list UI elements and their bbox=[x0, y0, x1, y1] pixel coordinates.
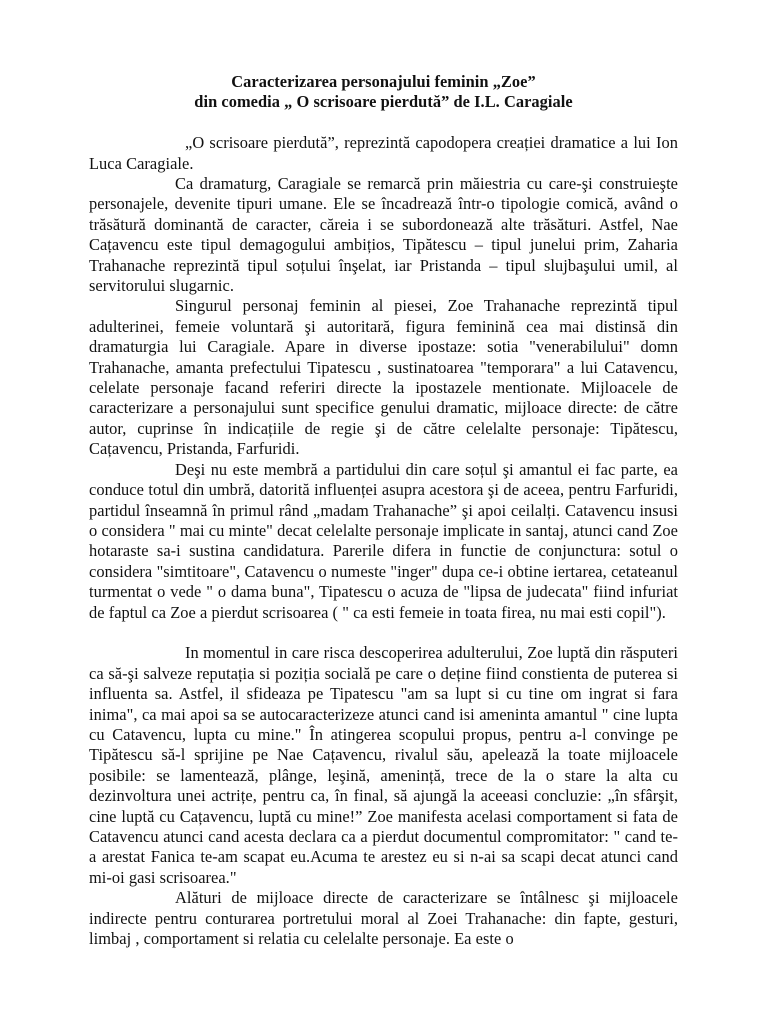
paragraph-dramaturg: Ca dramaturg, Caragiale se remarcă prin măiestria cu care-şi construieşte personajele, devenite tipuri umane. Ele se încadrează într-o tipologie comică, având o trăsătură dominantă de caracter, căreia i se subordonează alte trăsături. Astfel, Nae Cațavencu este tipul demagogului ambițios, Tipătescu – tipul junelui prim, Zaharia Trahanache reprezintă tipul soțului înşelat, iar Pristanda – tipul slujbaşului umil, al servitorului slugarnic. bbox=[89, 174, 678, 296]
title-line-2: din comedia „ O scrisoare pierdută” de I.L. Caragiale bbox=[194, 92, 573, 112]
paragraph-singurul-personaj: Singurul personaj feminin al piesei, Zoe Trahanache reprezintă tipul adulterinei, femeie voluntară şi autoritară, figura feminină cea mai distinsă din dramaturgia lui Caragiale. Apare in diverse ipostaze: sotia "venerabilului" domn Trahanache, amanta prefectului Tipatescu , sustinatoarea "temporara" a lui Catavencu, celelate personaje facand referiri directe la ipostazele mentionate. Mijloacele de caracterizare a personajului sunt specifice genului dramatic, mijloace directe: de către autor, cuprinse în indicațiile de regie şi de către celelalte personaje: Tipătescu, Cațavencu, Pristanda, Farfuridi. bbox=[89, 296, 678, 459]
paragraph-intro: „O scrisoare pierdută”, reprezintă capodopera creației dramatice a lui Ion Luca Caragiale. bbox=[89, 133, 678, 173]
paragraph-in-momentul: In momentul in care risca descoperirea adulterului, Zoe luptă din răsputeri ca să-şi salveze reputația si poziția socială pe care o deține fiind constienta de puterea si influenta sa. Astfel, il sfideaza pe Tipatescu "am sa lupt si cu tine om ingrat si fara inima", ca mai apoi sa se autocaracterizeze atunci cand isi ameninta amantul " cine lupta cu Catavencu, lupta cu mine." În atingerea scopului propus, pentru a-l convinge pe Tipătescu să-l sprijine pe Nae Cațavencu, rivalul său, apelează la toate mijloacele posibile: se lamentează, plânge, leşină, amenință, trece de la o stare la alta cu dezinvoltura unei actrițe, pentru ca, în final, să ajungă la aceeasi concluzie: „în sfârşit, cine luptă cu Cațavencu, luptă cu mine!” Zoe manifesta acelasi comportament si fata de Catavencu atunci cand acesta declara ca a pierdut documentul compromitator: " cand te-a arestat Fanica te-am scapat eu.Acuma te arestez eu si n-ai sa scapi decat atunci cand mi-oi gasi scrisoarea." bbox=[89, 643, 678, 887]
title-line-1: Caracterizarea personajului feminin „Zoe” bbox=[231, 72, 536, 91]
paragraph-alaturi: Alături de mijloace directe de caracterizare se întâlnesc şi mijloacele indirecte pentru conturarea portretului moral al Zoei Trahanache: din fapte, gesturi, limbaj , comportament si relatia cu celelalte personaje. Ea este o bbox=[89, 888, 678, 949]
document-body bbox=[89, 72, 678, 949]
document-title bbox=[89, 72, 678, 113]
paragraph-desi-nu-este: Deşi nu este membră a partidului din care soțul şi amantul ei fac parte, ea conduce totul din umbră, datorită influenței asupra acestora şi de aceea, pentru Farfuridi, partidul înseamnă în primul rând „madam Trahanache” şi apoi ceilalți. Catavencu insusi o considera " mai cu minte" decat celelalte personaje implicate in santaj, atunci cand Zoe hotaraste sa-i sustina candidatura. Parerile difera in functie de conjunctura: sotul o considera "simtitoare", Catavencu o numeste "inger" dupa ce-i obtine iertarea, cetateanul turmentat o vede " o dama buna", Tipatescu o acuza de "lipsa de judecata" fiind infuriat de faptul ca Zoe a pierdut scrisoarea ( " ca esti femeie in toata firea, nu mai esti copil"). bbox=[89, 459, 678, 622]
title-spacer bbox=[89, 113, 678, 133]
